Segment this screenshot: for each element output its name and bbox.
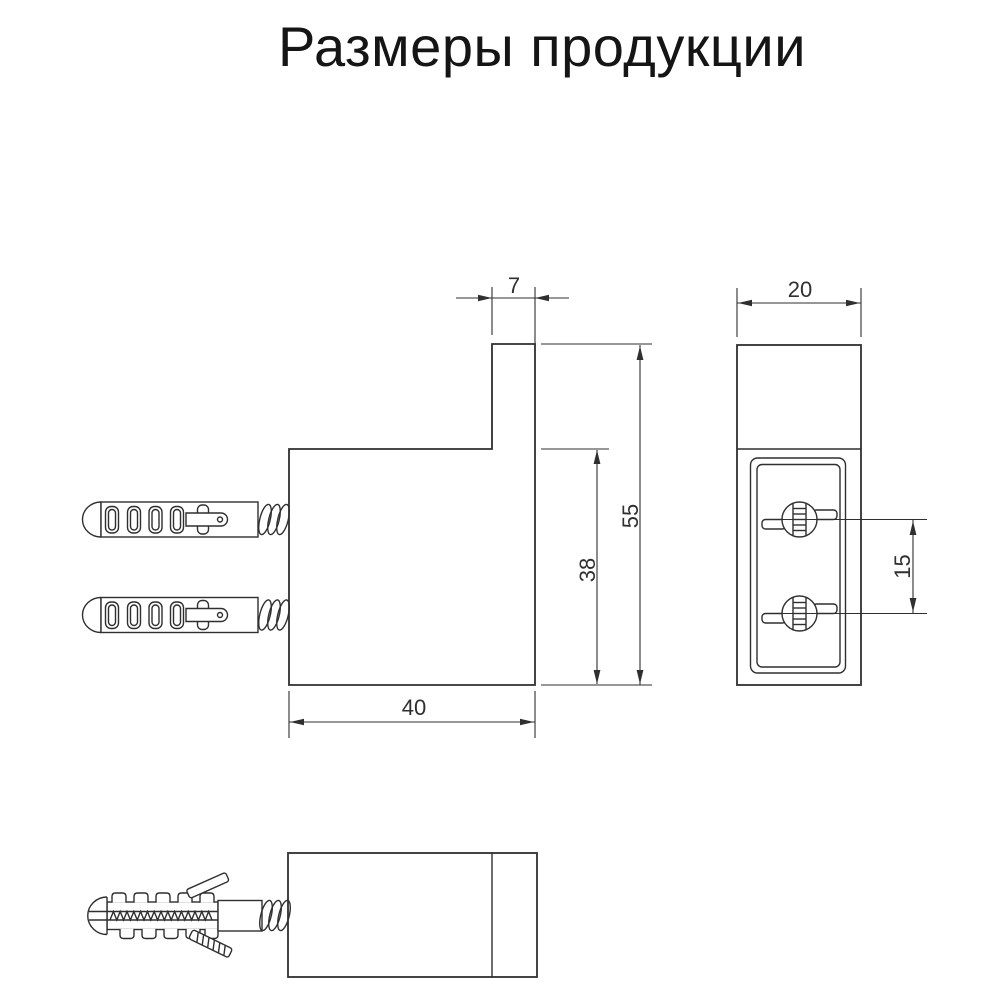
dimension-arrow <box>290 719 304 725</box>
dowel-rib <box>112 893 126 903</box>
dimension-arrow <box>637 670 644 684</box>
front-view <box>83 273 653 738</box>
dimension-arrow <box>594 450 601 464</box>
dim-label-depth: 20 <box>787 277 813 302</box>
wall-anchor-top <box>83 502 292 537</box>
dowel-rib <box>142 929 156 939</box>
dimension-arrow <box>478 295 492 301</box>
dimension-arrow <box>535 295 549 301</box>
page-title: Размеры продукции <box>278 15 806 78</box>
dowel-rib <box>164 929 178 939</box>
dowel-rib <box>156 893 170 903</box>
dowel-rib <box>200 893 214 903</box>
dowel-head <box>88 897 107 935</box>
dim-body-width <box>289 691 535 738</box>
dowel-rib <box>134 893 148 903</box>
dim-label-tab-width: 7 <box>507 273 521 298</box>
dimension-arrow <box>910 521 917 535</box>
bottom-view <box>88 853 537 977</box>
dimension-arrow <box>910 598 917 612</box>
dim-body-height <box>541 449 652 685</box>
dim-label-body-height: 38 <box>575 557 600 583</box>
dimension-arrow <box>738 300 752 306</box>
dim-label-screw-spacing: 15 <box>890 554 915 579</box>
dim-label-total-height: 55 <box>618 503 643 529</box>
dowel-rib <box>120 929 134 939</box>
screw-thread-coil <box>265 503 283 536</box>
side-view <box>737 277 927 685</box>
screw-collar <box>218 901 262 932</box>
wall-anchor-bottom <box>83 598 292 633</box>
dim-depth <box>737 277 861 337</box>
dim-label-body-width: 40 <box>401 695 427 720</box>
screw-shaft <box>186 513 228 526</box>
bottom-anchor-assembly <box>88 872 293 957</box>
dimension-arrow <box>594 670 601 684</box>
bottom-body-outline <box>288 853 537 977</box>
dimension-arrow <box>637 346 644 360</box>
dim-screw-spacing <box>890 520 916 613</box>
dim-tab-width <box>456 273 569 344</box>
screw-thread-coil <box>256 503 274 536</box>
front-outline <box>289 344 535 685</box>
anchor-tip <box>83 502 101 537</box>
screw-thread-coil <box>266 899 284 932</box>
dimension-arrow <box>846 300 860 306</box>
dimension-arrow <box>520 719 534 725</box>
